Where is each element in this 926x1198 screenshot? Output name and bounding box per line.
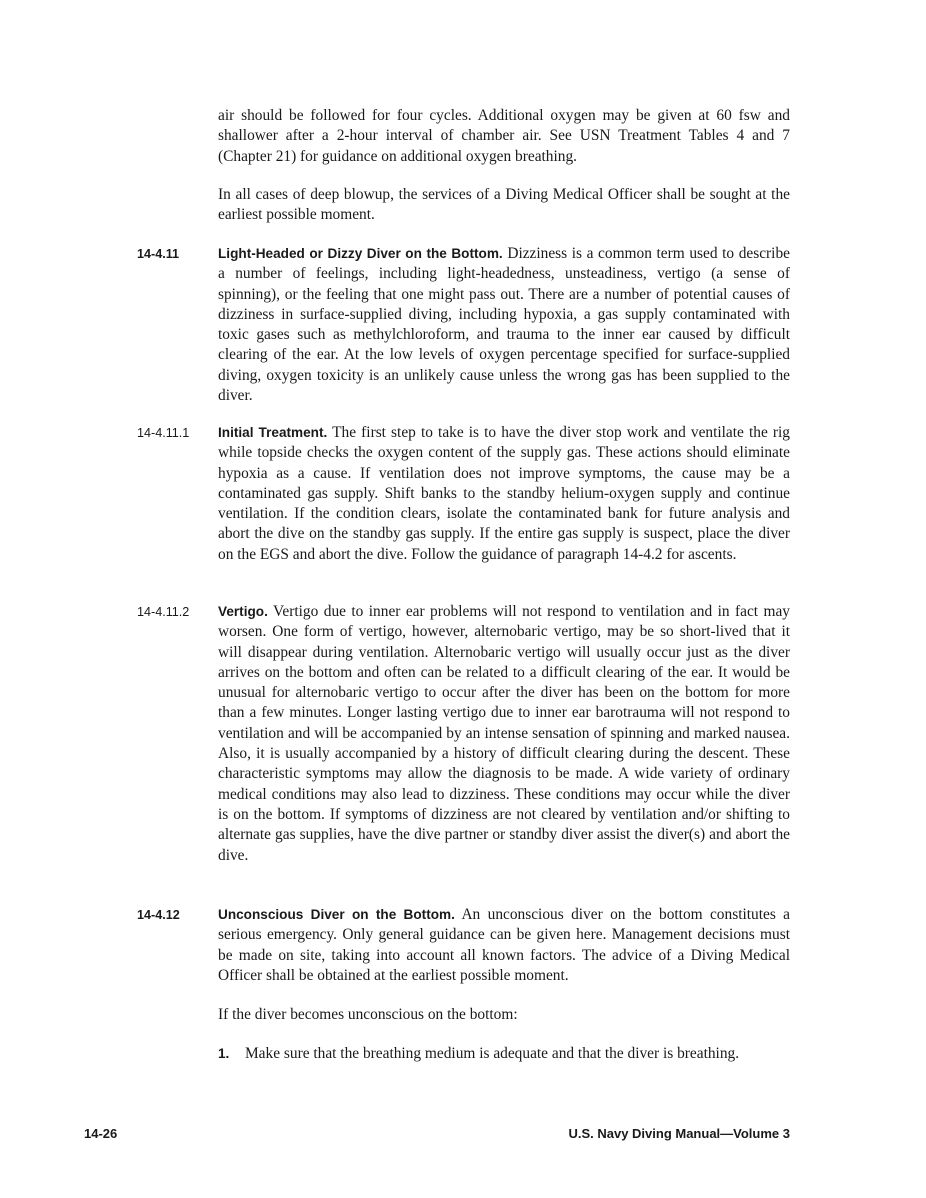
section-heading-dizzy-diver: Light-Headed or Dizzy Diver on the Bottom. — [218, 246, 503, 261]
list-item — [218, 1044, 790, 1064]
list-intro: If the diver becomes unconscious on the bottom: — [218, 1006, 518, 1023]
section-14-4-12-body — [218, 905, 790, 986]
section-heading-unconscious-diver: Unconscious Diver on the Bottom. — [218, 907, 455, 922]
manual-title: U.S. Navy Diving Manual—Volume 3 — [568, 1126, 790, 1141]
paragraph-oxygen-cycles: air should be followed for four cycles. Additional oxygen may be given at 60 fsw and shallower after a 2-hour interval of chamber air. See USN Treatment Tables 4 and 7 (Chapter 21) for guidance on additional oxygen breathing. — [218, 107, 790, 165]
section-number-14-4-11-1: 14-4.11.1 — [137, 426, 190, 440]
section-text-dizzy-diver: Dizziness is a common term used to describe a number of feelings, including light-headedness, unsteadiness, vertigo (a sense of spinning), or the feeling that one might pass out. There are a number of potential causes of dizziness in surface-supplied diving, including hypoxia, a gas supply contaminated with toxic gases such as methylchloroform, and trauma to the inner ear caused by difficult clearing of the ear. At the low levels of oxygen percentage specified for surface-supplied diving, oxygen toxicity is an unlikely cause unless the wrong gas has been supplied to the diver. — [218, 245, 790, 405]
section-text-vertigo: Vertigo due to inner ear problems will not respond to ventilation and in fact may worsen. One form of vertigo, however, alternobaric vertigo, may be so short-lived that it will disappear during ventilation. Alternobaric vertigo will usually occur just as the diver arrives on the bottom and often can be related to a difficult clearing of the ear. It would be unusual for alternobaric vertigo to occur after the diver has been on the bottom for more than a few minutes. Longer lasting vertigo due to inner ear barotrauma will not respond to ventilation and will be accompanied by an intense sensation of spinning and marked nausea. Also, it is usually accompanied by a history of difficult clearing during the descent. These characteristic symptoms may allow the diagnosis to be made. A wide variety of ordinary medical conditions may also lead to dizziness. These conditions may occur while the diver is on the bottom. If symptoms of dizziness are not cleared by ventilation and/or shifting to alternate gas supplies, have the dive partner or standby diver assist the diver(s) and abort the dive. — [218, 603, 790, 864]
page-number: 14-26 — [84, 1126, 118, 1141]
section-text-unconscious-diver: An unconscious diver on the bottom constitutes a serious emergency. Only general guidance can be given here. Management decisions must be made on site, taking into account all known factors. The advice of a Diving Medical Officer shall be obtained at the earliest possible moment. — [218, 906, 791, 984]
section-number-14-4-11: 14-4.11 — [137, 247, 180, 261]
section-number-14-4-11-2: 14-4.11.2 — [137, 605, 190, 619]
section-heading-initial-treatment: Initial Treatment. — [218, 425, 328, 440]
section-14-4-11-body — [218, 244, 790, 406]
section-14-4-11-1-body — [218, 423, 790, 565]
section-heading-vertigo: Vertigo. — [218, 604, 268, 619]
section-number-14-4-12: 14-4.12 — [137, 908, 180, 922]
section-14-4-11-2-body — [218, 602, 790, 866]
list-item-number: 1. — [218, 1046, 230, 1061]
paragraph-deep-blowup: In all cases of deep blowup, the services of a Diving Medical Officer shall be sought at the earliest possible moment. — [218, 186, 790, 224]
section-text-initial-treatment: The first step to take is to have the diver stop work and ventilate the rig while topside checks the oxygen content of the supply gas. These actions should eliminate hypoxia as a cause. If ventilation does not improve symptoms, the cause may be a contaminated gas supply. Shift banks to the standby helium-oxygen supply and continue ventilation. If the condition clears, isolate the contaminated bank for future analysis and abort the dive on the standby gas supply. If the entire gas supply is suspect, place the diver on the EGS and abort the dive. Follow the guidance of paragraph 14-4.2 for ascents. — [218, 424, 790, 563]
list-item-text: Make sure that the breathing medium is adequate and that the diver is breathing. — [245, 1045, 740, 1062]
